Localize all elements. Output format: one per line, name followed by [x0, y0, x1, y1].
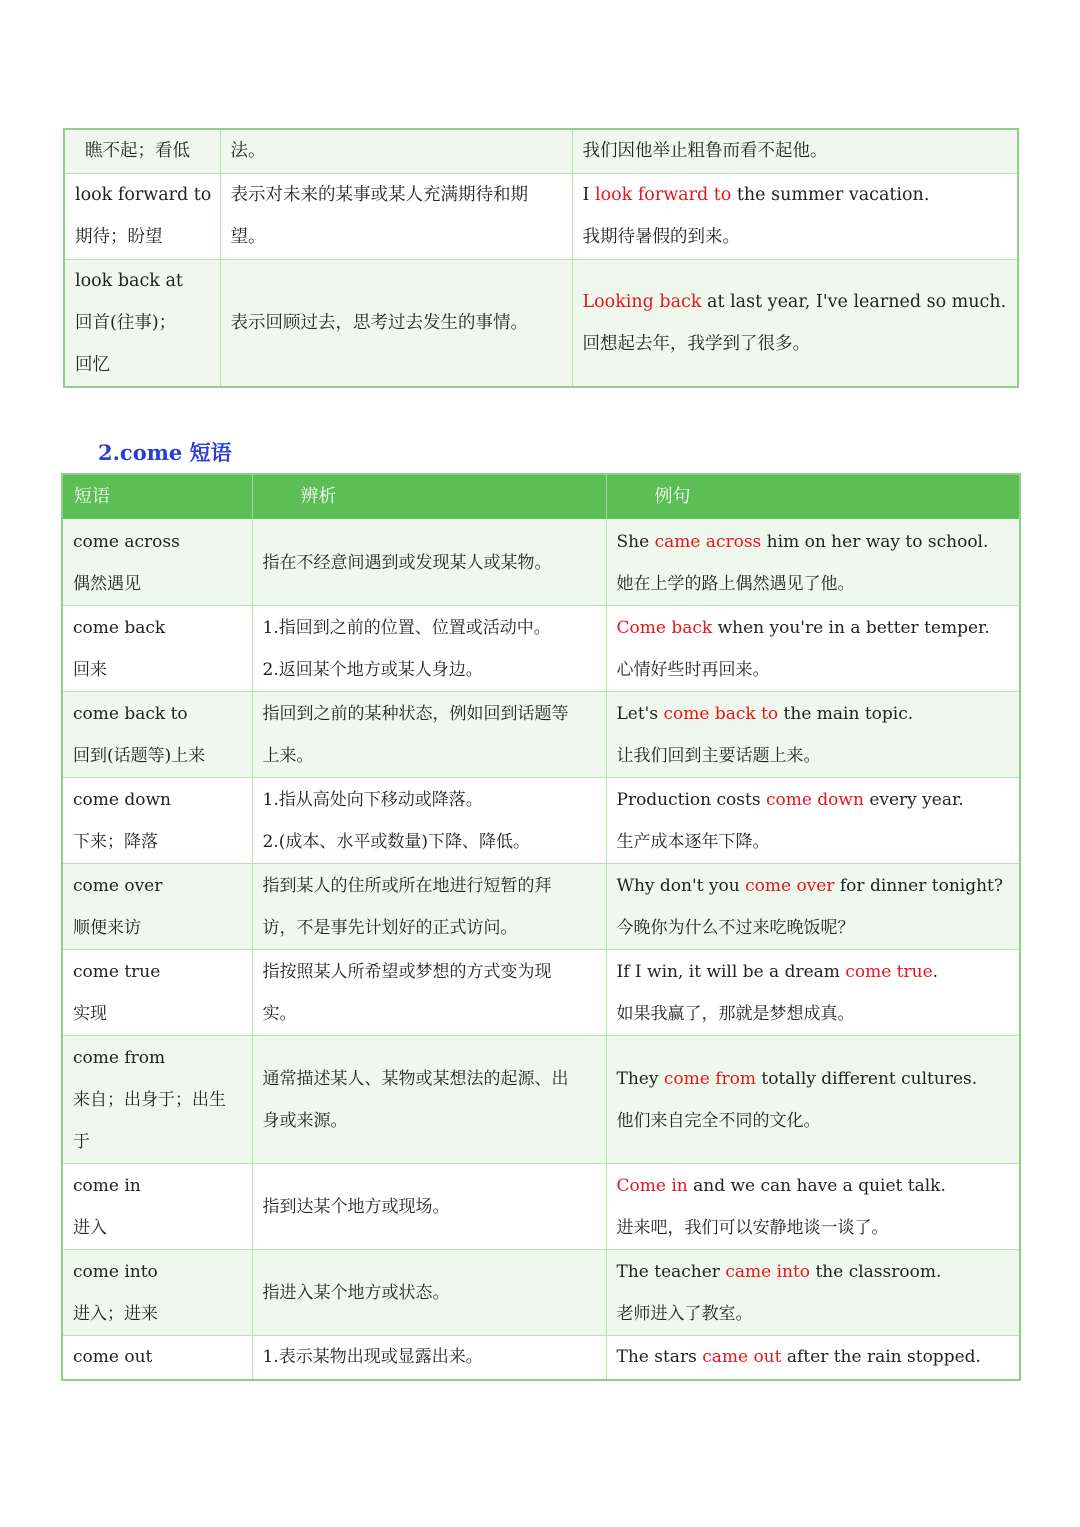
phrase-cell [62, 778, 252, 864]
example-en [617, 1336, 1010, 1378]
table-row [62, 520, 1020, 606]
analysis-line: 实。 [262, 1003, 297, 1024]
table-row [62, 692, 1020, 778]
table-row [64, 259, 1018, 387]
example-cn: 回想起去年，我学到了很多。 [582, 333, 810, 354]
highlighted-phrase: come back to [663, 703, 779, 724]
analysis-line: 身或来源。 [262, 1110, 348, 1131]
phrase-text: come over [73, 875, 163, 896]
highlighted-phrase: come down [765, 789, 864, 810]
highlighted-phrase: Looking back [582, 291, 702, 312]
example-en [617, 1058, 1010, 1100]
table-row [62, 950, 1020, 1036]
phrase-text: look back at [75, 270, 183, 291]
analysis-line: 访，不是事先计划好的正式访问。 [262, 917, 518, 938]
table-header-row [62, 474, 1020, 520]
example-text: The stars [616, 1347, 703, 1368]
phrase-cell [62, 1336, 252, 1380]
phrase-text: come in [73, 1175, 141, 1196]
analysis-cell [220, 129, 572, 173]
example-cell [606, 692, 1020, 778]
example-text: after the rain stopped. [781, 1347, 981, 1368]
example-text: for dinner tonight? [834, 875, 1003, 896]
meaning-text: 回来 [73, 659, 107, 680]
analysis-cell [252, 778, 606, 864]
header-phrase: 短语 [62, 474, 252, 520]
meaning-text: 下来；降落 [73, 831, 158, 852]
analysis-line: 表示对未来的某事或某人充满期待和期 [230, 185, 528, 205]
example-cell [572, 173, 1018, 259]
table-row [62, 1250, 1020, 1336]
example-text: I [582, 185, 595, 205]
meaning-text: 回忆 [75, 354, 110, 375]
example-text: The teacher [616, 1261, 726, 1282]
highlighted-phrase: come true [845, 961, 933, 982]
example-text: They [616, 1068, 664, 1089]
analysis-cell [220, 173, 572, 259]
analysis-cell [220, 259, 572, 387]
example-en [617, 1251, 1010, 1293]
example-text: every year. [863, 789, 964, 810]
phrase-cell [62, 692, 252, 778]
phrase-cell [62, 950, 252, 1036]
meaning-text: 回首(往事)； [75, 312, 177, 333]
analysis-line: 1.指从高处向下移动或降落。 [262, 789, 483, 810]
example-text: the main topic. [778, 703, 914, 724]
phrase-text: come back [73, 617, 166, 638]
table-row [62, 864, 1020, 950]
example-text: the summer vacation. [731, 185, 930, 205]
phrase-text: come into [73, 1261, 158, 1282]
header-example: 例句 [606, 474, 1020, 520]
meaning-text: 期待；盼望 [75, 227, 163, 247]
analysis-line: 表示回顾过去，思考过去发生的事情。 [230, 312, 528, 333]
analysis-cell [252, 864, 606, 950]
phrase-cell [62, 1250, 252, 1336]
analysis-cell [252, 606, 606, 692]
example-cn: 今晚你为什么不过来吃晚饭呢？ [616, 917, 855, 938]
analysis-line: 指到达某个地方或现场。 [262, 1196, 450, 1217]
example-cell [606, 950, 1020, 1036]
meaning-text: 偶然遇见 [73, 573, 141, 594]
look-phrases-table [63, 128, 1019, 388]
example-en [617, 1165, 1010, 1207]
highlighted-phrase: come from [663, 1068, 756, 1089]
example-text: the classroom. [810, 1261, 942, 1282]
example-text: If I win, it will be a dream [616, 961, 846, 982]
analysis-line: 指回到之前的某种状态，例如回到话题等 [262, 703, 569, 724]
example-text: at last year, I've learned so much. [701, 291, 1007, 312]
phrase-cell [62, 606, 252, 692]
example-cn: 我期待暑假的到来。 [582, 227, 740, 247]
example-cell [606, 864, 1020, 950]
analysis-line: 上来。 [262, 745, 314, 766]
meaning-text: 进入；进来 [73, 1303, 158, 1324]
analysis-line: 2.返回某个地方或某人身边。 [262, 659, 483, 680]
example-cell [606, 778, 1020, 864]
section-title: 2.come 短语 [98, 440, 232, 465]
example-text: totally different cultures. [755, 1068, 978, 1089]
example-cn: 他们来自完全不同的文化。 [616, 1110, 821, 1131]
table-row [62, 1336, 1020, 1380]
highlighted-phrase: came into [725, 1261, 811, 1282]
analysis-cell [252, 1250, 606, 1336]
example-en [617, 779, 1010, 821]
analysis-cell [252, 950, 606, 1036]
example-text: Let's [616, 703, 664, 724]
highlighted-phrase: came out [702, 1347, 782, 1368]
example-cn: 进来吧，我们可以安静地谈一谈了。 [616, 1217, 889, 1238]
table-row [62, 778, 1020, 864]
analysis-cell [252, 520, 606, 606]
meaning-text: 来自；出身于；出生 [73, 1089, 226, 1110]
highlighted-phrase: come over [745, 875, 835, 896]
example-en [617, 693, 1010, 735]
phrase-text: come down [73, 789, 171, 810]
table-row [64, 173, 1018, 259]
example-cn: 如果我赢了，那就是梦想成真。 [616, 1003, 855, 1024]
meaning-text: 瞧不起；看低 [85, 141, 190, 162]
highlighted-phrase: look forward to [594, 185, 732, 205]
example-cn: 她在上学的路上偶然遇见了他。 [616, 573, 855, 594]
example-text: Production costs [616, 789, 766, 810]
example-cell [572, 129, 1018, 173]
analysis-line: 指在不经意间遇到或发现某人或某物。 [262, 552, 552, 573]
example-cn: 我们因他举止粗鲁而看不起他。 [582, 141, 828, 162]
phrase-cell [64, 129, 220, 173]
example-text: him on her way to school. [761, 531, 989, 552]
table-row [62, 1164, 1020, 1250]
analysis-cell [252, 1164, 606, 1250]
phrase-cell [62, 1164, 252, 1250]
meaning-text: 于 [73, 1131, 90, 1152]
example-cn: 让我们回到主要话题上来。 [616, 745, 821, 766]
example-text: . [932, 961, 939, 982]
meaning-text: 进入 [73, 1217, 107, 1238]
analysis-line: 指按照某人所希望或梦想的方式变为现 [262, 961, 552, 982]
analysis-line: 望。 [230, 227, 266, 247]
phrase-cell [62, 520, 252, 606]
phrase-cell [62, 864, 252, 950]
example-en [583, 174, 1008, 216]
highlighted-phrase: came across [654, 531, 762, 552]
highlighted-phrase: Come in [616, 1175, 688, 1196]
phrase-text: come across [73, 531, 180, 552]
come-phrases-table [61, 473, 1021, 1381]
analysis-line: 2.(成本、水平或数量)下降、降低。 [262, 831, 530, 852]
phrase-text: come true [73, 961, 161, 982]
phrase-text: come back to [73, 703, 188, 724]
analysis-line: 指进入某个地方或状态。 [262, 1282, 450, 1303]
phrase-cell [64, 173, 220, 259]
analysis-line: 1.表示某物出现或显露出来。 [262, 1347, 483, 1368]
example-en [583, 281, 1008, 323]
analysis-line: 指到某人的住所或所在地进行短暂的拜 [262, 875, 552, 896]
phrase-text: come out [73, 1347, 153, 1368]
phrase-cell [64, 259, 220, 387]
example-en [617, 951, 1010, 993]
meaning-text: 回到(话题等)上来 [73, 745, 206, 766]
example-cell [606, 1250, 1020, 1336]
example-cell [606, 1336, 1020, 1380]
example-cell [606, 606, 1020, 692]
phrase-text: come from [73, 1047, 166, 1068]
example-text: Why don't you [616, 875, 746, 896]
example-cn: 老师进入了教室。 [616, 1303, 753, 1324]
example-en [617, 607, 1010, 649]
analysis-line: 通常描述某人、某物或某想法的起源、出 [262, 1068, 569, 1089]
header-analysis: 辨析 [252, 474, 606, 520]
example-cell [606, 1164, 1020, 1250]
analysis-line: 1.指回到之前的位置、位置或活动中。 [262, 617, 551, 638]
example-text: She [616, 531, 655, 552]
example-text: when you're in a better temper. [712, 617, 990, 638]
meaning-text: 实现 [73, 1003, 107, 1024]
example-en [617, 521, 1010, 563]
analysis-line: 法。 [230, 141, 266, 162]
table-row [64, 129, 1018, 173]
table-row [62, 606, 1020, 692]
analysis-cell [252, 1336, 606, 1380]
example-cn: 生产成本逐年下降。 [616, 831, 770, 852]
example-text: and we can have a quiet talk. [687, 1175, 946, 1196]
table-row [62, 1036, 1020, 1164]
highlighted-phrase: Come back [616, 617, 713, 638]
analysis-cell [252, 692, 606, 778]
phrase-text: look forward to [75, 185, 212, 205]
analysis-cell [252, 1036, 606, 1164]
example-cell [606, 520, 1020, 606]
example-cell [572, 259, 1018, 387]
example-en [617, 865, 1010, 907]
example-cell [606, 1036, 1020, 1164]
phrase-cell [62, 1036, 252, 1164]
example-cn: 心情好些时再回来。 [616, 659, 770, 680]
meaning-text: 顺便来访 [73, 917, 141, 938]
